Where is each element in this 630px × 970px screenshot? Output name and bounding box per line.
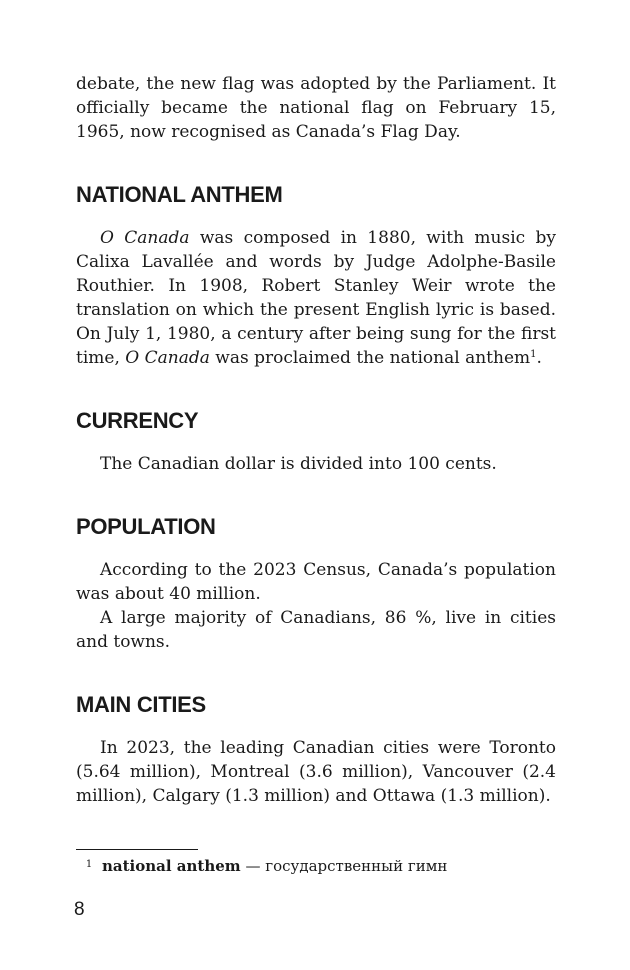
population-paragraph-2: A large majority of Canadians, 86 %, live in cities and towns. [76,608,556,652]
flag-paragraph: debate, the new flag was adopted by the Parliament. It officially became the national flag on February 15, 1965, now recognised as Canada’s Flag Day. [76,74,556,142]
footnote-reference[interactable]: 1 [530,349,537,360]
footnote-divider [76,849,198,850]
anthem-paragraph [76,226,556,370]
footnote-mark: 1 [85,859,93,870]
anthem-text-2: was proclaimed the national anthem [209,348,531,368]
anthem-text-1: was composed in 1880, with music by Calixa Lavallée and words by Judge Adolphe-Basile Routhier. In 1908, Robert Stanley Weir wrote the translation on which the present English lyric is based. On July 1, 1980, a century after being sung for the first time, [76,228,556,368]
heading-currency: CURRENCY [76,408,199,433]
population-paragraph-1: According to the 2023 Census, Canada’s population was about 40 million. [76,560,556,604]
footnote-translation: государственный гимн [265,857,448,875]
footnote-dash: — [240,857,266,875]
anthem-text-end: . [536,348,542,368]
heading-national-anthem: NATIONAL ANTHEM [76,182,283,207]
heading-main-cities: MAIN CITIES [76,692,206,717]
heading-population: POPULATION [76,514,216,539]
anthem-title: O Canada [100,228,190,248]
anthem-title-2: O Canada [125,348,210,368]
footnote-term: national anthem [102,857,241,875]
footnote [76,855,556,876]
page-body [76,72,556,808]
page-number: 8 [74,899,85,920]
cities-paragraph: In 2023, the leading Canadian cities were Toronto (5.64 million), Montreal (3.6 million), Vancouver (2.4 million), Calgary (1.3 million) and Ottawa (1.3 million). [76,738,556,806]
currency-paragraph: The Canadian dollar is divided into 100 cents. [100,454,497,474]
